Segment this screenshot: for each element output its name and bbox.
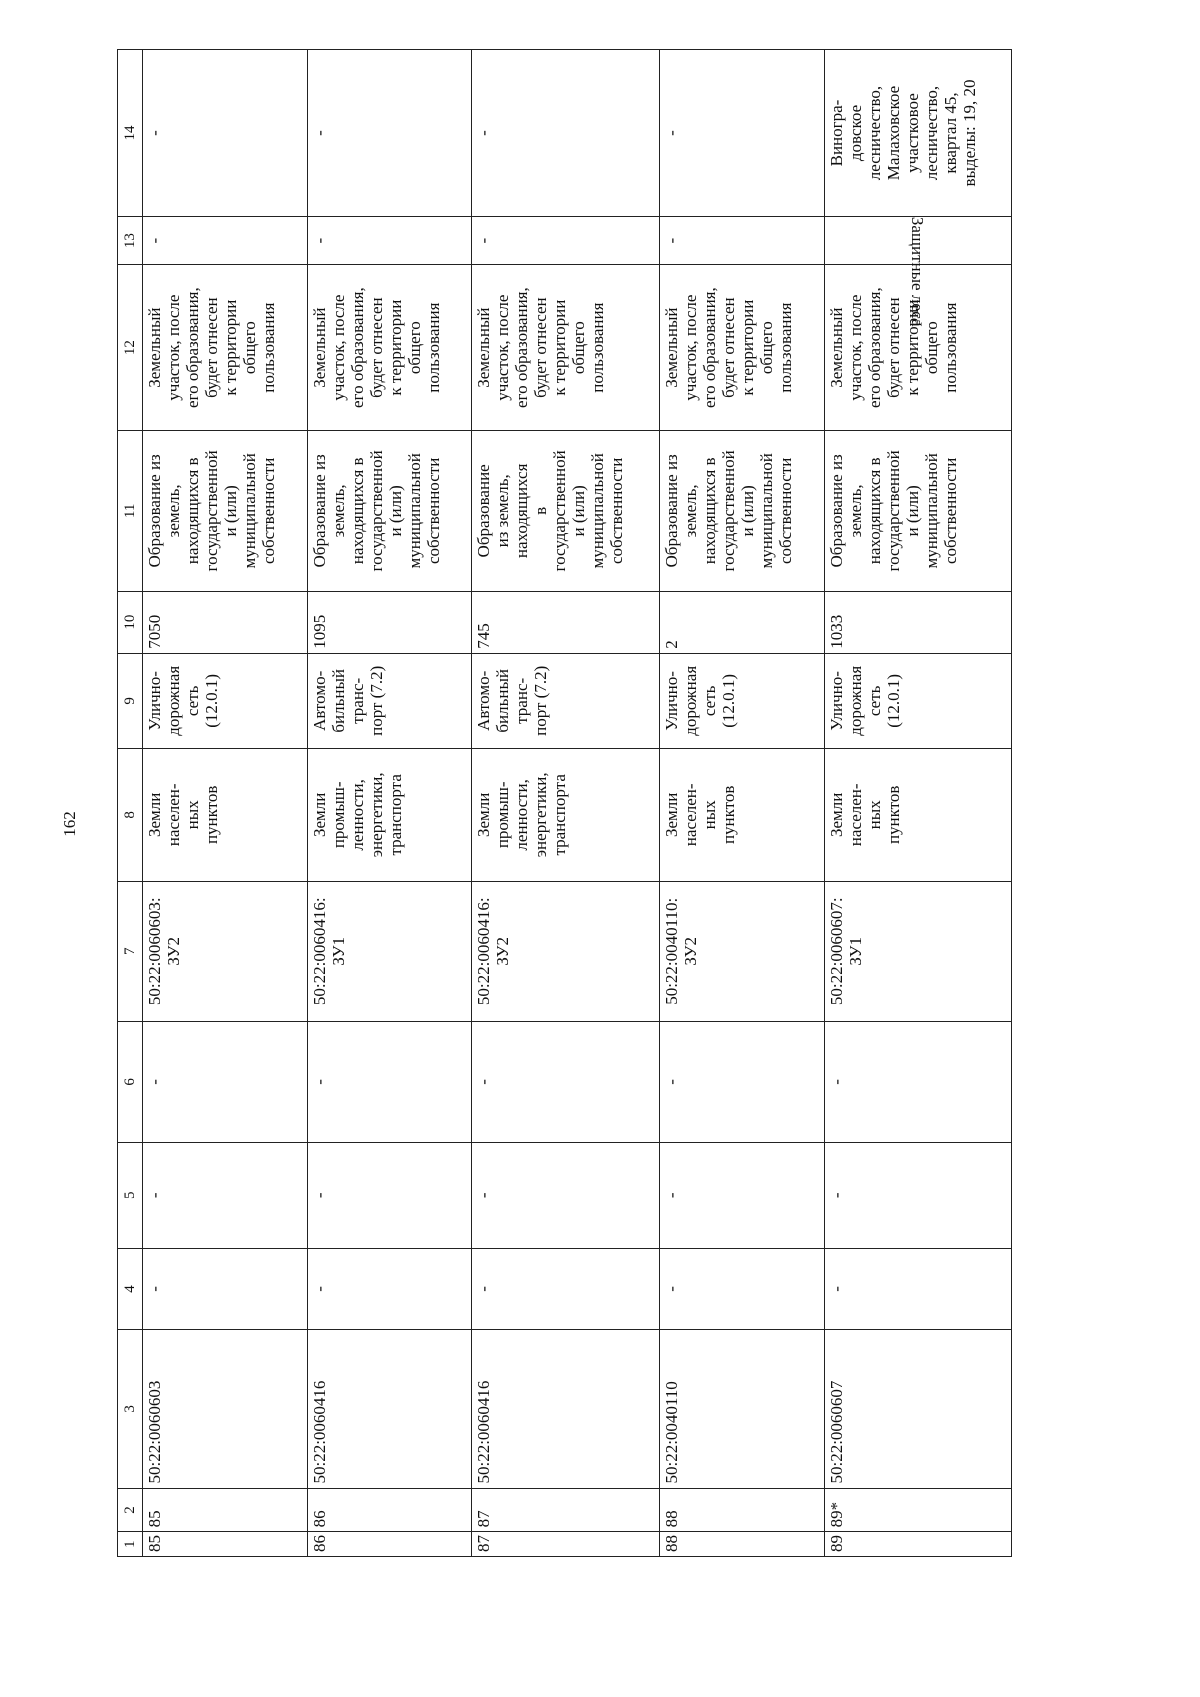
plot-area: 1033 xyxy=(824,591,1011,653)
cell-col-6: - xyxy=(824,1021,1011,1142)
plot-note: Земельный участок, после его образования, будет отнесен к территории общего пользования xyxy=(824,265,1011,431)
plot-area: 745 xyxy=(472,591,659,653)
cell-col-5: - xyxy=(472,1142,659,1248)
cell-col-13: - xyxy=(307,217,472,265)
header-cell: 13 xyxy=(118,217,143,265)
row-number: 86 xyxy=(307,1532,472,1557)
plot-note: Земельный участок, после его образования, будет отнесен к территории общего пользования xyxy=(307,265,472,431)
formation-method: Образование из земель, находящихся в государственной и (или) муниципальной собственности xyxy=(143,431,308,592)
formation-method: Образование из земель, находящихся в государственной и (или) муниципальной собственности xyxy=(307,431,472,592)
header-cell: 2 xyxy=(118,1488,143,1532)
table-row xyxy=(307,50,472,1557)
plot-number: 87 xyxy=(472,1488,659,1532)
plot-number: 89* xyxy=(824,1488,1011,1532)
cadastral-quarter: 50:22:0060607 xyxy=(824,1330,1011,1488)
plot-area: 2 xyxy=(659,591,824,653)
header-cell: 11 xyxy=(118,431,143,592)
formation-method: Образование из земель, находящихся в государственной и (или) муниципальной собственности xyxy=(472,431,659,592)
cadastral-quarter: 50:22:0060416 xyxy=(472,1330,659,1488)
header-cell: 6 xyxy=(118,1021,143,1142)
cell-col-13: - xyxy=(659,217,824,265)
row-number: 89 xyxy=(824,1532,1011,1557)
table-row xyxy=(824,50,1011,1557)
cell-col-4: - xyxy=(659,1248,824,1329)
forestry-info: Виногра- довское лесничество, Малаховское участковое лесничество, квартал 45, выделы: 19, 20 xyxy=(824,50,1011,217)
cell-col-5: - xyxy=(143,1142,308,1248)
plot-note: Земельный участок, после его образования, будет отнесен к территории общего пользования xyxy=(143,265,308,431)
cell-col-4: - xyxy=(143,1248,308,1329)
cell-col-6: - xyxy=(472,1021,659,1142)
land-category: Земли населен- ных пунктов xyxy=(143,748,308,881)
plot-designation: 50:22:0060416: ЗУ2 xyxy=(472,881,659,1021)
forestry-info: - xyxy=(659,50,824,217)
formation-method: Образование из земель, находящихся в государственной и (или) муниципальной собственности xyxy=(659,431,824,592)
plot-number: 86 xyxy=(307,1488,472,1532)
forestry-info: - xyxy=(143,50,308,217)
plot-number: 85 xyxy=(143,1488,308,1532)
plot-area: 7050 xyxy=(143,591,308,653)
cell-col-6: - xyxy=(143,1021,308,1142)
header-cell: 14 xyxy=(118,50,143,217)
plot-area: 1095 xyxy=(307,591,472,653)
cell-col-5: - xyxy=(659,1142,824,1248)
cadastral-quarter: 50:22:0060416 xyxy=(307,1330,472,1488)
permitted-use: Автомо- бильный транс- порт (7.2) xyxy=(307,653,472,748)
protective-forest-label: Защитные леса xyxy=(908,217,928,327)
cadastral-quarter: 50:22:0060603 xyxy=(143,1330,308,1488)
plot-note: Земельный участок, после его образования, будет отнесен к территории общего пользования xyxy=(659,265,824,431)
plot-number: 88 xyxy=(659,1488,824,1532)
row-number: 88 xyxy=(659,1532,824,1557)
row-number: 85 xyxy=(143,1532,308,1557)
cadastral-quarter: 50:22:0040110 xyxy=(659,1330,824,1488)
header-row xyxy=(118,50,143,1557)
cell-col-5: - xyxy=(824,1142,1011,1248)
row-number: 87 xyxy=(472,1532,659,1557)
header-cell: 4 xyxy=(118,1248,143,1329)
header-cell: 10 xyxy=(118,591,143,653)
plot-designation: 50:22:0060603: ЗУ2 xyxy=(143,881,308,1021)
page-number: 162 xyxy=(60,811,79,837)
forestry-info: - xyxy=(307,50,472,217)
permitted-use: Автомо- бильный транс- порт (7.2) xyxy=(472,653,659,748)
cell-col-13: - xyxy=(472,217,659,265)
cell-col-5: - xyxy=(307,1142,472,1248)
cell-col-6: - xyxy=(659,1021,824,1142)
forestry-info: - xyxy=(472,50,659,217)
formation-method: Образование из земель, находящихся в государственной и (или) муниципальной собственности xyxy=(824,431,1011,592)
table-row xyxy=(472,50,659,1557)
cell-col-4: - xyxy=(472,1248,659,1329)
land-category: Земли населен- ных пунктов xyxy=(824,748,1011,881)
cell-col-4: - xyxy=(824,1248,1011,1329)
header-cell: 7 xyxy=(118,881,143,1021)
permitted-use: Улично- дорожная сеть (12.0.1) xyxy=(659,653,824,748)
plot-designation: 50:22:0040110: ЗУ2 xyxy=(659,881,824,1021)
header-cell: 5 xyxy=(118,1142,143,1248)
header-cell: 12 xyxy=(118,265,143,431)
rotated-table-container xyxy=(117,49,1012,1557)
cell-col-13: - xyxy=(143,217,308,265)
plot-designation: 50:22:0060607: ЗУ1 xyxy=(824,881,1011,1021)
land-category: Земли населен- ных пунктов xyxy=(659,748,824,881)
cell-col-6: - xyxy=(307,1021,472,1142)
table-row xyxy=(143,50,308,1557)
land-category: Земли промыш- ленности, энергетики, транспорта xyxy=(472,748,659,881)
land-plots-table xyxy=(117,49,1012,1557)
protective-forest-cell xyxy=(824,217,1011,327)
permitted-use: Улично- дорожная сеть (12.0.1) xyxy=(143,653,308,748)
plot-note: Земельный участок, после его образования, будет отнесен к территории общего пользования xyxy=(472,265,659,431)
header-cell: 8 xyxy=(118,748,143,881)
permitted-use: Улично- дорожная сеть (12.0.1) xyxy=(824,653,1011,748)
land-category: Земли промыш- ленности, энергетики, транспорта xyxy=(307,748,472,881)
plot-designation: 50:22:0060416: ЗУ1 xyxy=(307,881,472,1021)
cell-col-4: - xyxy=(307,1248,472,1329)
header-cell: 9 xyxy=(118,653,143,748)
header-cell: 1 xyxy=(118,1532,143,1557)
header-cell: 3 xyxy=(118,1330,143,1488)
table-row xyxy=(659,50,824,1557)
